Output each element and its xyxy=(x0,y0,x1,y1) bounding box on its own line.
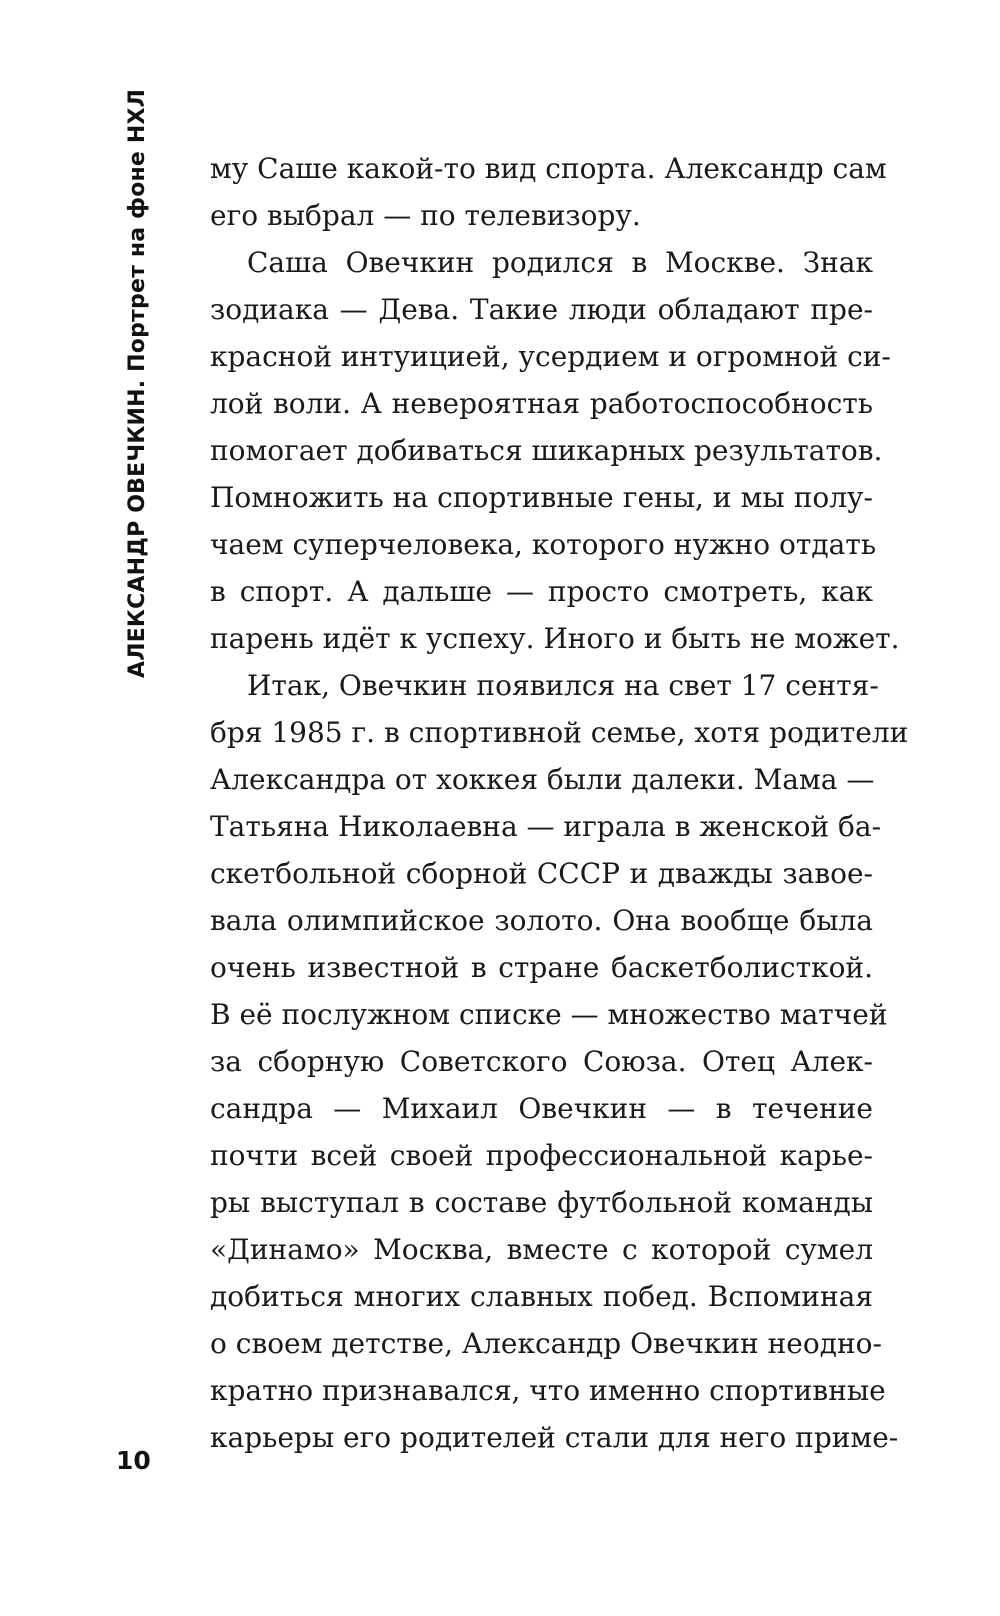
text-line: почти всей своей профессиональной карье- xyxy=(210,1139,873,1172)
body-text xyxy=(210,145,909,1461)
text-line: за сборную Советского Союза. Отец Алек- xyxy=(210,1045,873,1078)
text-line: его выбрал — по телевизору. xyxy=(210,199,641,232)
text-line: Татьяна Николаевна — играла в женской ба- xyxy=(210,810,882,843)
text-line: сандра — Михаил Овечкин — в течение xyxy=(210,1092,873,1125)
text-line: кратно признавался, что именно спортивные xyxy=(210,1374,886,1407)
text-line: Саша Овечкин родился в Москве. Знак xyxy=(247,246,873,279)
text-line: добиться многих славных побед. Вспоминая xyxy=(210,1280,873,1313)
text-line: вала олимпийское золото. Она вообще была xyxy=(210,904,873,937)
text-line: карьеры его родителей стали для него приме- xyxy=(210,1421,899,1454)
running-head: АЛЕКСАНДР ОВЕЧКИН. Портрет на фоне НХЛ xyxy=(125,88,150,678)
text-line: в спорт. А дальше — просто смотреть, как xyxy=(210,575,873,608)
text-line: Итак, Овечкин появился на свет 17 сентя- xyxy=(247,669,879,702)
text-line: зодиака — Дева. Такие люди обладают пре- xyxy=(210,293,873,326)
text-line: помогает добиваться шикарных результатов. xyxy=(210,434,883,467)
text-line: лой воли. А невероятная работоспособность xyxy=(210,387,873,420)
text-line: о своем детстве, Александр Овечкин неодно- xyxy=(210,1327,882,1360)
text-line: красной интуицией, усердием и огромной си- xyxy=(210,340,891,373)
page-number: 10 xyxy=(116,1446,151,1475)
text-line: ры выступал в составе футбольной команды xyxy=(210,1186,873,1219)
text-line: очень известной в стране баскетболисткой. xyxy=(210,951,873,984)
text-line: скетбольной сборной СССР и дважды завое- xyxy=(210,857,873,890)
text-line: му Саше какой-то вид спорта. Александр сам xyxy=(210,152,887,185)
text-line: В её послужном списке — множество матчей xyxy=(210,998,888,1031)
text-line: парень идёт к успеху. Иного и быть не может. xyxy=(210,622,900,655)
text-line: Помножить на спортивные гены, и мы полу- xyxy=(210,481,873,514)
text-line: Александра от хоккея были далеки. Мама — xyxy=(210,763,875,796)
text-line: чаем суперчеловека, которого нужно отдать xyxy=(210,528,877,561)
text-line: бря 1985 г. в спортивной семье, хотя родители xyxy=(210,716,909,749)
text-line: «Динамо» Москва, вместе с которой сумел xyxy=(210,1233,873,1266)
